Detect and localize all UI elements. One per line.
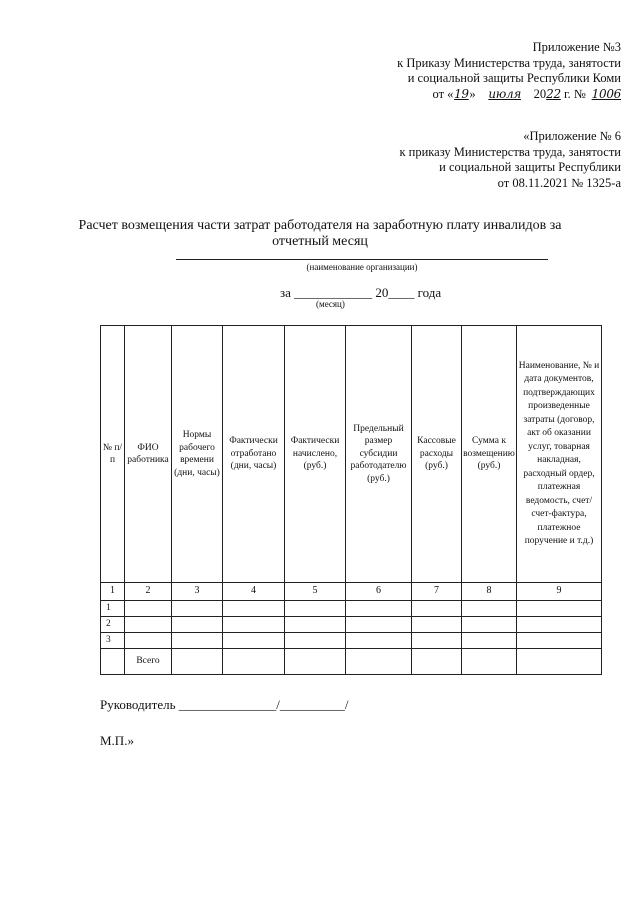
table-total-row bbox=[101, 649, 602, 675]
appendix-6-order-line: к приказу Министерства труда, занятости bbox=[399, 144, 621, 159]
table-cell bbox=[412, 649, 462, 675]
header-cash-expenses: Кассовые расходы (руб.) bbox=[412, 326, 462, 583]
appendix-3-title: Приложение №3 bbox=[532, 40, 621, 54]
column-number: 4 bbox=[223, 583, 285, 601]
table-cell bbox=[285, 601, 346, 617]
appendix-3-header bbox=[397, 40, 621, 102]
table-cell bbox=[125, 617, 172, 633]
table-cell bbox=[517, 649, 602, 675]
appendix-3-order-line: к Приказу Министерства труда, занятости bbox=[397, 55, 621, 70]
appendix-6-ministry-line: и социальной защиты Республики bbox=[439, 160, 621, 174]
row-number: 1 bbox=[101, 601, 125, 617]
table-cell bbox=[101, 649, 125, 675]
column-number: 5 bbox=[285, 583, 346, 601]
handwritten-day: 19 bbox=[454, 86, 469, 101]
column-number: 7 bbox=[412, 583, 462, 601]
handwritten-order-number: 1006 bbox=[591, 86, 621, 101]
header-reimbursement-amount: Сумма к возмещению (руб.) bbox=[462, 326, 517, 583]
table-header-row bbox=[101, 326, 602, 583]
table-cell bbox=[125, 601, 172, 617]
table-row bbox=[101, 617, 602, 633]
table-row bbox=[101, 633, 602, 649]
column-number: 2 bbox=[125, 583, 172, 601]
appendix-3-date-line: от «19» июля 2022 г. № 1006 bbox=[432, 86, 621, 101]
column-number: 9 bbox=[517, 583, 602, 601]
table-cell bbox=[125, 633, 172, 649]
table-cell bbox=[172, 601, 223, 617]
handwritten-month: июля bbox=[488, 86, 522, 101]
header-actually-worked: Фактически отработано (дни, часы) bbox=[223, 326, 285, 583]
table-cell bbox=[412, 617, 462, 633]
table-cell bbox=[346, 649, 412, 675]
column-number: 1 bbox=[101, 583, 125, 601]
table-cell bbox=[346, 601, 412, 617]
table-cell bbox=[223, 649, 285, 675]
period-line: за ____________ 20____ года bbox=[280, 285, 442, 300]
table-cell bbox=[412, 633, 462, 649]
reimbursement-table bbox=[100, 325, 602, 675]
total-label: Всего bbox=[125, 649, 172, 675]
column-number: 8 bbox=[462, 583, 517, 601]
document-title bbox=[0, 218, 640, 250]
column-number-row bbox=[101, 583, 602, 601]
table-cell bbox=[517, 633, 602, 649]
table-cell bbox=[462, 601, 517, 617]
appendix-6-header bbox=[399, 129, 621, 191]
row-number: 3 bbox=[101, 633, 125, 649]
period-month-caption: (месяц) bbox=[316, 299, 345, 309]
header-working-time-norms: Нормы рабочего времени (дни, часы) bbox=[172, 326, 223, 583]
header-number: № п/п bbox=[101, 326, 125, 583]
table-cell bbox=[462, 633, 517, 649]
organization-name-line bbox=[176, 259, 548, 260]
table-cell bbox=[285, 617, 346, 633]
handwritten-year: 22 bbox=[546, 86, 561, 101]
seal-placeholder: М.П.» bbox=[100, 733, 134, 748]
header-supporting-documents: Наименование, № и дата документов, подтверждающих произведенные затраты (договор, акт об оказании услуг, товарная накладная, расходный ордер, платежная ведомость, счет/счет-фактура, платежное поручение и т.д.) bbox=[517, 326, 602, 583]
header-employee-name: ФИО работника bbox=[125, 326, 172, 583]
document-title-line-1: Расчет возмещения части затрат работодателя на заработную плату инвалидов за bbox=[78, 218, 562, 233]
table-cell bbox=[517, 617, 602, 633]
table-cell bbox=[517, 601, 602, 617]
column-number: 3 bbox=[172, 583, 223, 601]
row-number: 2 bbox=[101, 617, 125, 633]
header-subsidy-limit: Предельный размер субсидии работодателю (руб.) bbox=[346, 326, 412, 583]
table-cell bbox=[346, 633, 412, 649]
table-cell bbox=[412, 601, 462, 617]
document-title-line-2: отчетный месяц bbox=[272, 234, 368, 249]
head-signature-line: Руководитель _______________/__________/ bbox=[100, 697, 349, 712]
table-cell bbox=[285, 649, 346, 675]
table-cell bbox=[223, 617, 285, 633]
table-cell bbox=[346, 617, 412, 633]
appendix-3-ministry-line: и социальной защиты Республики Коми bbox=[407, 71, 621, 85]
table-cell bbox=[462, 617, 517, 633]
table-cell bbox=[285, 633, 346, 649]
appendix-6-title: «Приложение № 6 bbox=[523, 129, 621, 143]
column-number: 6 bbox=[346, 583, 412, 601]
organization-name-caption: (наименование организации) bbox=[306, 262, 418, 272]
table-cell bbox=[172, 617, 223, 633]
table-cell bbox=[223, 633, 285, 649]
table-cell bbox=[223, 601, 285, 617]
table-cell bbox=[172, 649, 223, 675]
appendix-6-date-line: от 08.11.2021 № 1325-а bbox=[497, 175, 621, 190]
header-actually-accrued: Фактически начислено, (руб.) bbox=[285, 326, 346, 583]
table-cell bbox=[462, 649, 517, 675]
table-cell bbox=[172, 633, 223, 649]
table-row bbox=[101, 601, 602, 617]
